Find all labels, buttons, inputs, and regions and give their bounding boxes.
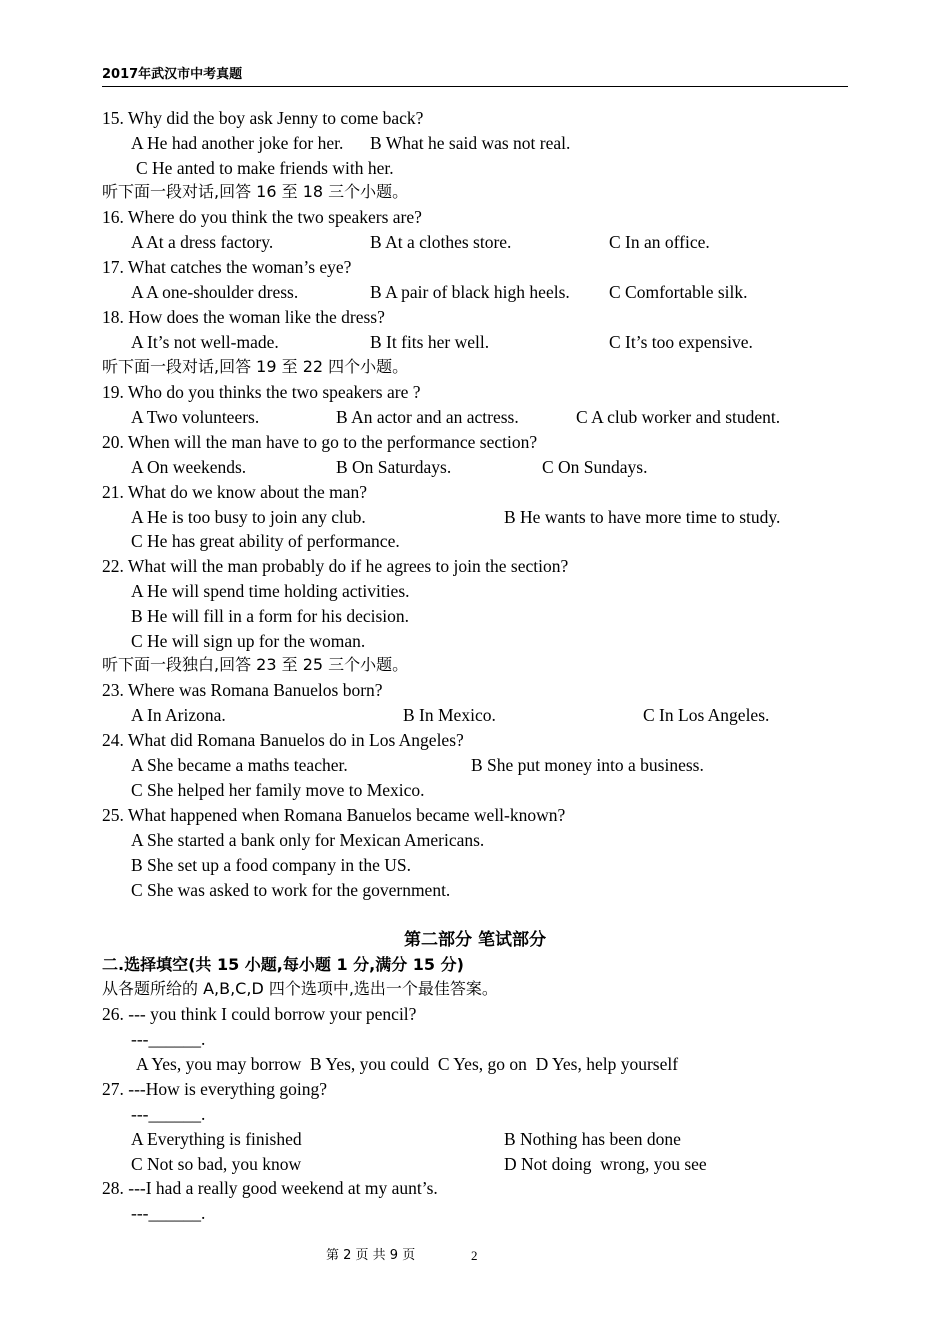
q19-option-a: A Two volunteers. [131, 407, 260, 427]
page-number: 2 [471, 1248, 478, 1263]
q15-option-c: C He anted to make friends with her. [136, 158, 394, 178]
q26-answer-blank: ---______. [131, 1029, 206, 1049]
listening-instruction-1: 听下面一段对话,回答 16 至 18 三个小题。 [102, 182, 409, 201]
q27-option-d: D Not doing wrong, you see [504, 1154, 707, 1174]
page-header: 2017年武汉市中考真题 [102, 66, 848, 87]
listening-instruction-3: 听下面一段独白,回答 23 至 25 三个小题。 [102, 655, 409, 674]
q23-option-b: B In Mexico. [403, 705, 496, 725]
q19-option-c: C A club worker and student. [576, 407, 781, 427]
q22-option-c: C He will sign up for the woman. [131, 631, 366, 651]
q16-option-a: A At a dress factory. [131, 232, 274, 252]
q25-option-a: A She started a bank only for Mexican Americans. [131, 830, 485, 850]
q27-option-a: A Everything is finished [131, 1129, 302, 1149]
question-17: 17. What catches the woman’s eye? [102, 257, 352, 277]
q19-option-b: B An actor and an actress. [336, 407, 519, 427]
q22-option-b: B He will fill in a form for his decision. [131, 606, 410, 626]
question-20: 20. When will the man have to go to the performance section? [102, 432, 538, 452]
q21-option-b: B He wants to have more time to study. [504, 507, 781, 527]
q17-option-b: B A pair of black high heels. [370, 282, 570, 302]
question-24: 24. What did Romana Banuelos do in Los Angeles? [102, 730, 464, 750]
question-23: 23. Where was Romana Banuelos born? [102, 680, 383, 700]
q25-option-b: B She set up a food company in the US. [131, 855, 411, 875]
q24-option-b: B She put money into a business. [471, 755, 704, 775]
question-15: 15. Why did the boy ask Jenny to come back? [102, 108, 424, 128]
q16-option-c: C In an office. [609, 232, 710, 252]
q24-option-c: C She helped her family move to Mexico. [131, 780, 425, 800]
q17-option-c: C Comfortable silk. [609, 282, 748, 302]
q23-option-c: C In Los Angeles. [643, 705, 770, 725]
question-25: 25. What happened when Romana Banuelos became well-known? [102, 805, 566, 825]
q18-option-a: A It’s not well-made. [131, 332, 279, 352]
q20-option-c: C On Sundays. [542, 457, 648, 477]
q18-option-b: B It fits her well. [370, 332, 490, 352]
q28-answer-blank: ---______. [131, 1203, 206, 1223]
listening-instruction-2: 听下面一段对话,回答 19 至 22 四个小题。 [102, 357, 409, 376]
part-2-title: 第二部分 笔试部分 [404, 930, 546, 950]
q20-option-a: A On weekends. [131, 457, 247, 477]
question-19: 19. Who do you thinks the two speakers are ? [102, 382, 421, 402]
q18-option-c: C It’s too expensive. [609, 332, 753, 352]
q27-option-c: C Not so bad, you know [131, 1154, 302, 1174]
q15-option-a: A He had another joke for her. [131, 133, 344, 153]
question-26: 26. --- you think I could borrow your pencil? [102, 1004, 417, 1024]
question-27: 27. ---How is everything going? [102, 1079, 328, 1099]
q20-option-b: B On Saturdays. [336, 457, 452, 477]
q16-option-b: B At a clothes store. [370, 232, 512, 252]
section-2-instruction: 从各题所给的 A,B,C,D 四个选项中,选出一个最佳答案。 [102, 979, 498, 998]
q23-option-a: A In Arizona. [131, 705, 226, 725]
question-28: 28. ---I had a really good weekend at my aunt’s. [102, 1178, 438, 1198]
question-18: 18. How does the woman like the dress? [102, 307, 385, 327]
q21-option-c: C He has great ability of performance. [131, 531, 400, 551]
q15-option-b: B What he said was not real. [370, 133, 571, 153]
question-16: 16. Where do you think the two speakers are? [102, 207, 422, 227]
q26-options: A Yes, you may borrow B Yes, you could C Yes, go on D Yes, help yourself [136, 1054, 679, 1074]
q25-option-c: C She was asked to work for the government. [131, 880, 451, 900]
q24-option-a: A She became a maths teacher. [131, 755, 348, 775]
page-info: 第 2 页 共 9 页 [326, 1248, 416, 1263]
section-2-title: 二.选择填空(共 15 小题,每小题 1 分,满分 15 分) [102, 955, 464, 974]
q22-option-a: A He will spend time holding activities. [131, 581, 410, 601]
question-21: 21. What do we know about the man? [102, 482, 368, 502]
q27-answer-blank: ---______. [131, 1104, 206, 1124]
q27-option-b: B Nothing has been done [504, 1129, 681, 1149]
q17-option-a: A A one-shoulder dress. [131, 282, 299, 302]
question-22: 22. What will the man probably do if he agrees to join the section? [102, 556, 569, 576]
q21-option-a: A He is too busy to join any club. [131, 507, 366, 527]
